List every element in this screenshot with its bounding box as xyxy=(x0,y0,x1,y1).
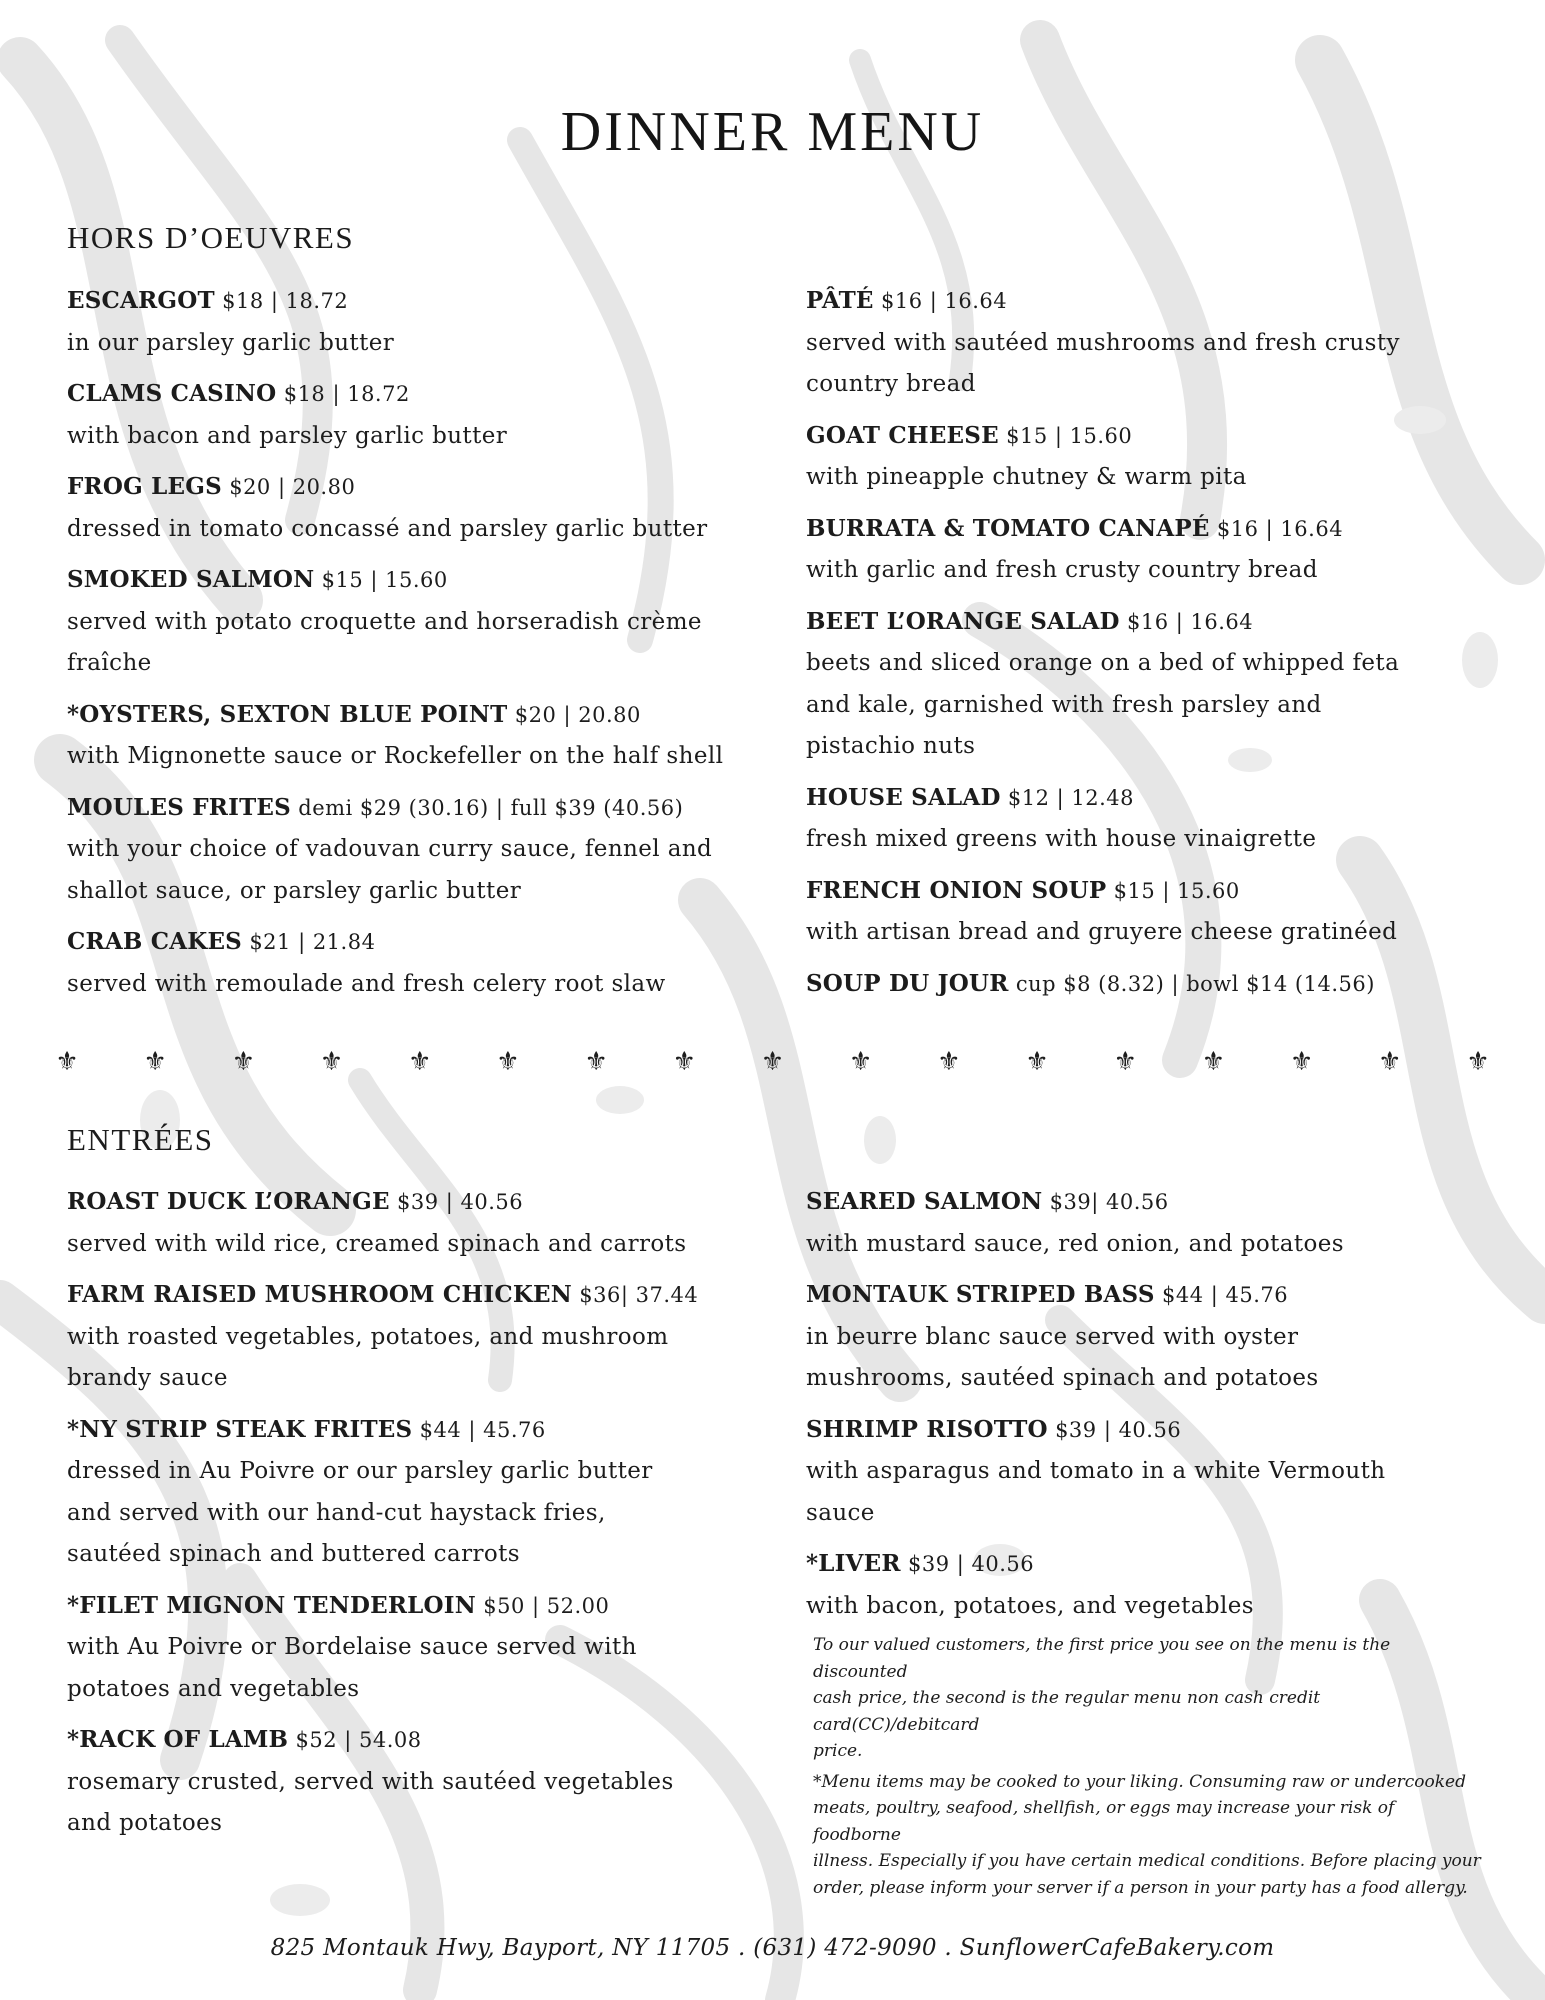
menu-item-price: $52 | 54.08 xyxy=(295,1728,422,1752)
menu-item-price: $20 | 20.80 xyxy=(229,475,356,499)
menu-item-name: SHRIMP RISOTTO xyxy=(806,1415,1048,1443)
menu-item-name: FRENCH ONION SOUP xyxy=(806,876,1107,904)
fleur-de-lis-icon: ⚜ xyxy=(1201,1047,1226,1077)
menu-item-name: GOAT CHEESE xyxy=(806,421,999,449)
menu-item-price: demi $29 (30.16) | full $39 (40.56) xyxy=(298,795,684,820)
menu-item-description: with your choice of vadouvan curry sauce, fennel and xyxy=(67,836,713,862)
menu-item xyxy=(806,963,1545,1006)
note-line: meats, poultry, seafood, shellfish, or eggs may increase your risk of foodborne xyxy=(813,1798,1395,1845)
menu-item xyxy=(67,559,807,685)
fleur-de-lis-icon: ⚜ xyxy=(1378,1047,1402,1077)
fleur-de-lis-icon: ⚜ xyxy=(672,1047,696,1077)
menu-item-description: beets and sliced orange on a bed of whipped feta xyxy=(806,650,1400,676)
menu-item-price: $18 | 18.72 xyxy=(283,382,410,406)
fleur-de-lis-icon: ⚜ xyxy=(496,1047,520,1077)
fleur-de-lis-icon: ⚜ xyxy=(231,1047,256,1077)
menu-item-price: $39 | 40.56 xyxy=(1055,1417,1182,1442)
menu-item xyxy=(67,466,807,550)
menu-item xyxy=(806,601,1545,768)
menu-item-price: $39| 40.56 xyxy=(1049,1190,1169,1214)
menu-item-heading xyxy=(67,280,807,323)
menu-item-price: $36| 37.44 xyxy=(579,1283,699,1307)
menu-item-description: in our parsley garlic butter xyxy=(67,329,395,356)
menu-item-price: $16 | 16.64 xyxy=(880,289,1008,313)
note-paragraph xyxy=(813,1632,1485,1765)
menu-item-name: FARM RAISED MUSHROOM CHICKEN xyxy=(67,1281,572,1308)
menu-item-description: dressed in Au Poivre or our parsley garlic butter xyxy=(67,1458,653,1484)
menu-item-heading xyxy=(806,1274,1545,1317)
fleur-de-lis-icon: ⚜ xyxy=(584,1047,608,1077)
fleur-de-lis-icon: ⚜ xyxy=(143,1047,167,1077)
menu-item xyxy=(806,1409,1545,1535)
menu-item-description: sautéed spinach and buttered carrots xyxy=(67,1541,520,1567)
menu-item-description: served with potato croquette and horseradish crème xyxy=(67,608,702,635)
menu-item-description: served with wild rice, creamed spinach and carrots xyxy=(67,1230,687,1257)
menu-item-price: $18 | 18.72 xyxy=(222,289,349,313)
menu-item-name: CRAB CAKES xyxy=(67,928,242,955)
menu-item-description: dressed in tomato concassé and parsley garlic butter xyxy=(67,515,708,542)
menu-item xyxy=(67,1585,807,1711)
menu-item-heading xyxy=(806,963,1545,1006)
menu-item-name: CLAMS CASINO xyxy=(67,380,277,407)
menu-item-price: $50 | 52.00 xyxy=(483,1593,610,1618)
note-line: cash price, the second is the regular menu non cash credit card(CC)/debitcard xyxy=(813,1688,1321,1735)
menu-item-name: HOUSE SALAD xyxy=(806,783,1001,811)
menu-item-heading xyxy=(806,508,1545,551)
note-line: To our valued customers, the first price you see on the menu is the discounted xyxy=(813,1635,1391,1682)
menu-item-name: *LIVER xyxy=(806,1550,901,1577)
menu-item-price: $15 | 15.60 xyxy=(1113,878,1240,903)
menu-item-description: with bacon and parsley garlic butter xyxy=(67,422,508,449)
menu-item xyxy=(806,1274,1545,1400)
note-line: *Menu items may be cooked to your liking. Consuming raw or undercooked xyxy=(813,1771,1466,1792)
menu-item-description: with bacon, potatoes, and vegetables xyxy=(806,1592,1255,1619)
menu-item-description: with pineapple chutney & warm pita xyxy=(806,464,1247,490)
menu-item-name: SOUP DU JOUR xyxy=(806,969,1009,997)
menu-item-name: PÂTÉ xyxy=(806,287,874,314)
menu-item-heading xyxy=(67,1719,807,1762)
menu-item-description: and served with our hand-cut haystack fries, xyxy=(67,1499,606,1526)
menu-item-heading xyxy=(806,280,1545,323)
menu-item xyxy=(67,1274,807,1400)
menu-item-name: *OYSTERS, SEXTON BLUE POINT xyxy=(67,700,508,728)
fleur-de-lis-icon: ⚜ xyxy=(55,1047,79,1077)
menu-item xyxy=(67,280,807,364)
fleur-de-lis-divider xyxy=(50,1045,1495,1079)
hors-doeuvres-left-column xyxy=(67,280,807,1014)
fleur-de-lis-icon: ⚜ xyxy=(319,1047,344,1077)
menu-item-description: and kale, garnished with fresh parsley and xyxy=(806,691,1322,718)
menu-item-description: served with sautéed mushrooms and fresh crusty xyxy=(806,329,1400,356)
hors-doeuvres-right-column xyxy=(806,280,1545,1014)
menu-item-name: MOULES FRITES xyxy=(67,793,291,821)
menu-item xyxy=(806,1181,1545,1265)
menu-item-name: MONTAUK STRIPED BASS xyxy=(806,1281,1155,1308)
menu-item-price: $20 | 20.80 xyxy=(514,702,641,727)
menu-item-price: $15 | 15.60 xyxy=(321,568,448,592)
menu-item-description: with mustard sauce, red onion, and potatoes xyxy=(806,1230,1344,1257)
menu-item-name: FROG LEGS xyxy=(67,473,222,500)
menu-item-heading xyxy=(67,787,807,830)
menu-item xyxy=(67,373,807,457)
note-line: illness. Especially if you have certain medical conditions. Before placing your xyxy=(813,1851,1481,1871)
menu-item-description: served with remoulade and fresh celery root slaw xyxy=(67,970,666,997)
menu-item-heading xyxy=(806,1409,1545,1452)
menu-item-name: ROAST DUCK L’ORANGE xyxy=(67,1188,390,1215)
fleur-de-lis-icon: ⚜ xyxy=(760,1047,785,1077)
menu-item-heading xyxy=(67,1409,807,1452)
menu-item xyxy=(67,921,807,1005)
menu-item-heading xyxy=(67,1274,807,1317)
menu-item xyxy=(806,870,1545,954)
menu-item-description: mushrooms, sautéed spinach and potatoes xyxy=(806,1365,1319,1391)
menu-item-price: $44 | 45.76 xyxy=(419,1417,546,1442)
menu-item-description: brandy sauce xyxy=(67,1365,228,1391)
menu-item-price: $21 | 21.84 xyxy=(249,930,376,954)
menu-item xyxy=(806,777,1545,861)
menu-item-heading xyxy=(67,921,807,964)
menu-item-heading xyxy=(806,415,1545,458)
note-line: order, please inform your server if a person in your party has a food allergy. xyxy=(813,1877,1468,1898)
menu-item-name: BEET L’ORANGE SALAD xyxy=(806,607,1120,635)
menu-item-description: sauce xyxy=(806,1499,875,1526)
pricing-and-allergy-notes xyxy=(813,1632,1485,1905)
menu-item-heading xyxy=(67,373,807,416)
menu-item xyxy=(67,787,807,913)
menu-item xyxy=(806,508,1545,592)
menu-item-description: pistachio nuts xyxy=(806,733,976,759)
menu-item-description: with asparagus and tomato in a white Vermouth xyxy=(806,1458,1386,1484)
fleur-de-lis-icon: ⚜ xyxy=(1025,1047,1049,1077)
menu-item-heading xyxy=(806,1181,1545,1224)
menu-item-heading xyxy=(67,466,807,509)
menu-item xyxy=(67,1181,807,1265)
menu-item-price: $39 | 40.56 xyxy=(907,1552,1035,1576)
fleur-de-lis-icon: ⚜ xyxy=(1113,1047,1137,1077)
menu-item-name: *NY STRIP STEAK FRITES xyxy=(67,1415,413,1443)
menu-item xyxy=(67,1719,807,1845)
menu-item-price: $44 | 45.76 xyxy=(1161,1283,1289,1307)
menu-item-price: $12 | 12.48 xyxy=(1007,785,1135,810)
menu-item-description: country bread xyxy=(806,371,976,397)
menu-item-description: with roasted vegetables, potatoes, and mushroom xyxy=(67,1323,669,1350)
menu-item xyxy=(67,1409,807,1576)
fleur-de-lis-icon: ⚜ xyxy=(1289,1047,1314,1077)
menu-item-price: $16 | 16.64 xyxy=(1127,609,1254,634)
fleur-de-lis-icon: ⚜ xyxy=(849,1047,873,1077)
menu-item-description: in beurre blanc sauce served with oyster xyxy=(806,1323,1299,1350)
fleur-de-lis-icon: ⚜ xyxy=(408,1047,432,1077)
menu-item-description: fraîche xyxy=(67,650,152,676)
menu-item-price: $15 | 15.60 xyxy=(1006,423,1133,448)
note-line: price. xyxy=(813,1741,863,1761)
menu-item-heading xyxy=(806,870,1545,913)
menu-item-price: $39 | 40.56 xyxy=(397,1190,524,1214)
fleur-de-lis-icon: ⚜ xyxy=(1466,1047,1490,1077)
menu-item-heading xyxy=(806,1543,1545,1586)
menu-item-name: BURRATA & TOMATO CANAPÉ xyxy=(806,514,1210,542)
menu-item-heading xyxy=(806,777,1545,820)
menu-item-heading xyxy=(67,1585,807,1628)
menu-item-description: rosemary crusted, served with sautéed vegetables xyxy=(67,1768,674,1795)
menu-item-heading xyxy=(806,601,1545,644)
footer-contact-info: 825 Montauk Hwy, Bayport, NY 11705 . (631) 472-9090 . SunflowerCafeBakery.com xyxy=(270,1935,1275,1961)
note-paragraph xyxy=(813,1769,1485,1902)
entrees-right-column xyxy=(806,1181,1545,1636)
section-title-entrees: ENTRÉES xyxy=(67,1122,214,1157)
menu-item-price: $16 | 16.64 xyxy=(1216,516,1344,541)
menu-item-description: and potatoes xyxy=(67,1810,223,1836)
menu-item-description: with artisan bread and gruyere cheese gratinéed xyxy=(806,919,1398,945)
menu-item-name: *FILET MIGNON TENDERLOIN xyxy=(67,1591,476,1619)
menu-item-heading xyxy=(67,1181,807,1224)
menu-item-description: fresh mixed greens with house vinaigrette xyxy=(806,826,1317,852)
menu-item-heading xyxy=(67,694,807,737)
menu-item xyxy=(806,415,1545,499)
menu-item-name: SMOKED SALMON xyxy=(67,566,315,593)
menu-item xyxy=(67,694,807,778)
menu-item-name: *RACK OF LAMB xyxy=(67,1726,289,1753)
entrees-left-column xyxy=(67,1181,807,1854)
menu-item-description: potatoes and vegetables xyxy=(67,1675,360,1702)
menu-item-heading xyxy=(67,559,807,602)
menu-item xyxy=(806,280,1545,406)
menu-item-description: with Au Poivre or Bordelaise sauce served with xyxy=(67,1634,637,1660)
menu-item-name: ESCARGOT xyxy=(67,287,215,314)
menu-item-description: shallot sauce, or parsley garlic butter xyxy=(67,877,522,904)
menu-item-name: SEARED SALMON xyxy=(806,1188,1043,1215)
menu-title: DINNER MENU xyxy=(560,101,985,163)
menu-item xyxy=(806,1543,1545,1627)
section-title-hors-doeuvres: HORS D’OEUVRES xyxy=(67,220,355,255)
menu-item-description: with Mignonette sauce or Rockefeller on the half shell xyxy=(67,743,724,769)
menu-item-description: with garlic and fresh crusty country bread xyxy=(806,557,1318,583)
menu-item-price: cup $8 (8.32) | bowl $14 (14.56) xyxy=(1015,971,1375,996)
fleur-de-lis-icon: ⚜ xyxy=(937,1047,961,1077)
